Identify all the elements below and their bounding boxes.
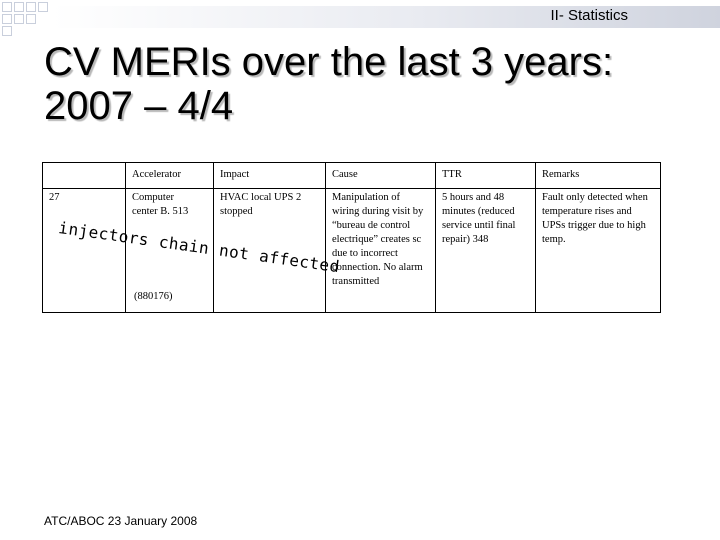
title-line-1: CV MERIs over the last 3 years: [44,40,614,84]
table-header-row [43,163,661,189]
cell-ttr: 5 hours and 48 minutes (reduced service until final repair) 348 [436,189,536,313]
column-header-remarks: Remarks [536,163,661,189]
cell-remarks: Fault only detected when temperature rises and UPSs trigger due to high temp. [536,189,661,313]
column-header-accelerator: Accelerator [126,163,214,189]
title-line-2: 2007 – 4/4 [44,84,234,128]
cell-cause: Manipulation of wiring during visit by “bureau de control electrique” creates sc due to incorrect connection. No alarm transmitted [326,189,436,313]
column-header-id [43,163,126,189]
column-header-cause: Cause [326,163,436,189]
accelerator-name: Computer center B. 513 [132,192,189,217]
footer-text: ATC/ABOC 23 January 2008 [44,514,198,528]
cell-id: 27 [43,189,126,313]
accelerator-code: (880176) [134,291,173,302]
table-row [43,189,661,313]
overlay-annotation: injectors chain not affected [57,218,341,277]
section-label: II- Statistics [550,7,628,24]
slide-title [44,40,613,128]
column-header-ttr: TTR [436,163,536,189]
column-header-impact: Impact [214,163,326,189]
cell-impact: HVAC local UPS 2 stopped [214,189,326,313]
